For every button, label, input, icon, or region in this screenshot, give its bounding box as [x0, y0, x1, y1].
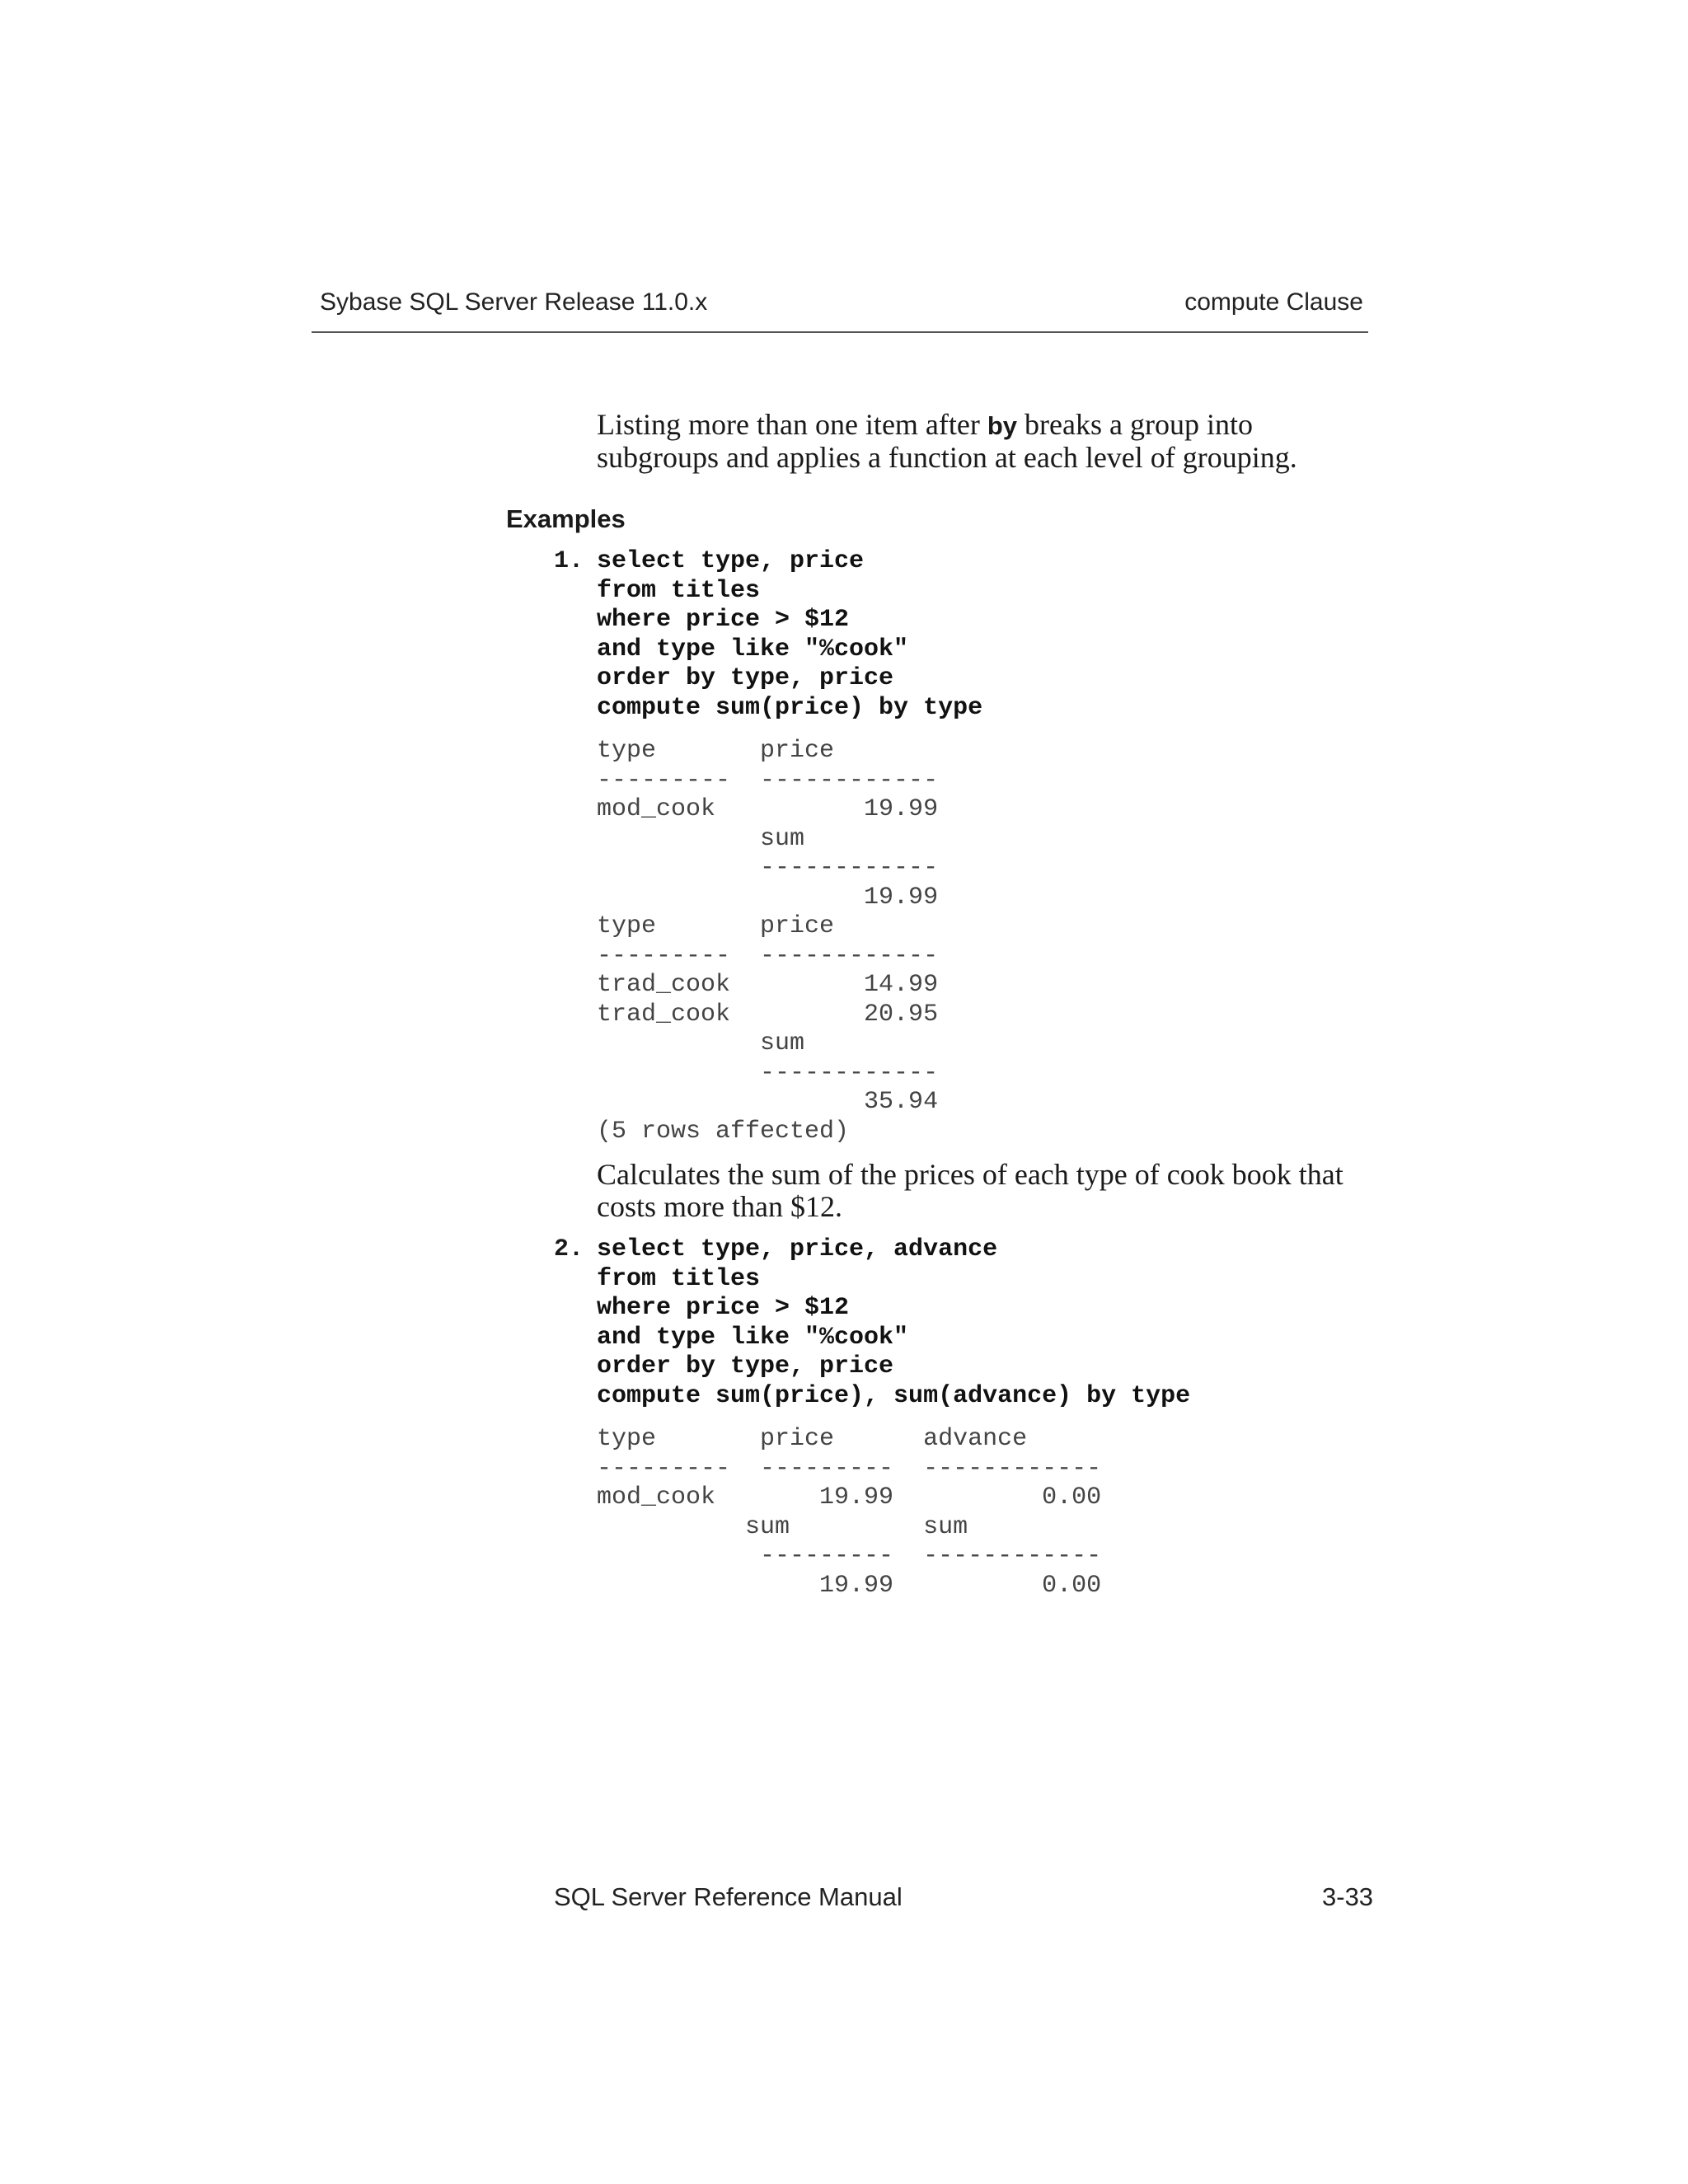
intro-text-after: breaks a group into subgroups and applies a function at each level of grouping. — [597, 408, 1297, 474]
example-1-number: 1. — [554, 547, 584, 575]
header-section: compute Clause — [1184, 288, 1363, 316]
example-1-code: select type, price from titles where price > $12 and type like "%cook" order by type, price compute sum(price) by type — [597, 547, 983, 722]
example-2-output: type price advance --------- --------- ------------ mod_cook 19.99 0.00 sum sum --------- ------------ 19.99 0.00 — [597, 1425, 1102, 1600]
example-1-output: type price --------- ------------ mod_cook 19.99 sum ------------ 19.99 type price --------- ------------ trad_cook 14.99 trad_cook 20.95 sum ------------ 35.94 (5 rows affected) — [597, 737, 939, 1146]
intro-paragraph — [597, 409, 1363, 474]
intro-text-before: Listing more than one item after — [597, 408, 987, 441]
running-header — [312, 288, 1368, 333]
intro-keyword: by — [987, 411, 1018, 440]
footer-page-number: 3-33 — [1322, 1882, 1374, 1911]
example-2-code: select type, price, advance from titles where price > $12 and type like "%cook" order by type, price compute sum(price), sum(advance) by type — [597, 1235, 1191, 1410]
examples-heading: Examples — [506, 504, 626, 533]
example-1-description: Calculates the sum of the prices of each type of cook book that costs more than $12. — [597, 1158, 1343, 1223]
footer-title: SQL Server Reference Manual — [554, 1882, 903, 1911]
header-release: Sybase SQL Server Release 11.0.x — [320, 288, 708, 316]
example-2-number: 2. — [554, 1235, 584, 1263]
